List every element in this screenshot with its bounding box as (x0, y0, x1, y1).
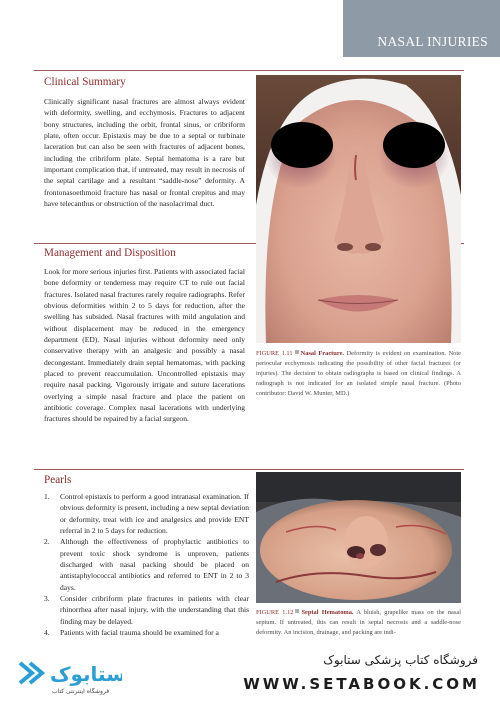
svg-text:ستابوک: ستابوک (50, 662, 122, 686)
management-heading: Management and Disposition (44, 247, 176, 259)
pearl-item: 2. Although the effectiveness of prophylactic antibiotics to prevent toxic shock syndrome is unproven, patients discharged with nasal packing should be placed on antistaphylococcal antibiotics and referred to ENT in 2 to 3 days. (44, 537, 249, 592)
pearl-item: 4. Patients with facial trauma should be examined for a (44, 628, 219, 638)
chapter-header-bar (343, 0, 500, 57)
svg-text:فروشگاه اینترنتی کتاب: فروشگاه اینترنتی کتاب (52, 688, 110, 695)
septal-hematoma-photo (256, 472, 461, 603)
management-text: Look for more serious injuries first. Patients with associated facial bone deformity or tenderness may require CT to rule out facial fractures. Isolated nasal fractures rarely require radiographs. Refer obvious deformities within 2 to 5 days for reduction, after the swelling has subsided. Nasal fractures with mild angulation and without displacement may be reduced in the emergency department (ED). Nasal injuries without deformity need only conservative therapy with an analgesic and possibly a nasal decongestant. Immediately drain septal hematomas, with packing placed to prevent reaccumulation. Uncontrolled epistaxis may require nasal packing. Vigorously irrigate and suture lacerations overlying a simple nasal fracture and place the patient on antibiotic coverage. Complex nasal lacerations with underlying fractures should be repaired by a facial surgeon. (44, 267, 245, 424)
setabook-footer (0, 643, 500, 700)
pearls-heading: Pearls (44, 474, 72, 486)
setabook-store-name: فروشگاه کتاب پزشکی ستابوک (323, 653, 478, 667)
figure-1-12-caption: FIGURE 1.12 Septal Hematoma. A bluish, grapelike mass on the nasal septum. If untreated, this can result in septal necrosis and a saddle-nose deformity. An incision, drainage, and packing are indi- (256, 609, 461, 636)
pearl-item: 1. Control epistaxis to perform a good intranasal examination. If obvious deformity is present, including a new septal deviation or deformity, treat with ice and analgesics and provide ENT referral in 2 to 5 days for reduction. (44, 492, 249, 536)
nasal-fracture-photo (256, 75, 461, 343)
setabook-url[interactable]: WWW.SETABOOK.COM (243, 675, 480, 693)
clinical-summary-text: Clinically significant nasal fractures are almost always evident with deformity, swelling, and ecchymosis. Fractures to adjacent bony structures, including the orbit, frontal sinus, or cribriform plate, often occur. Epistaxis may be due to a septal or turbinate laceration but can also be seen with fractures of adjacent bones, including the cribriform plate. Septal hematoma is a rare but important complication that, if untreated, may result in necrosis of the septal cartilage and a resultant “saddle-nose” deformity. A frontonasoethmoid fracture has nasal or frontal crepitus and may have telecanthus or obstruction of the nasolacrimal duct. (44, 97, 245, 209)
clinical-summary-heading: Clinical Summary (44, 76, 126, 88)
pearls-list (44, 491, 249, 638)
figure-1-11-caption: FIGURE 1.11 Nasal Fracture. Deformity is evident on examination. Note periocular ecchymosis indicating the possibility of other facial fractures (or injuries). The decision to obtain radiographs is based on clinical findings. A radiograph is not indicated for an isolated simple nasal fracture. (Photo contributor: David W. Munter, MD.) (256, 350, 461, 397)
section-rule-pearls (34, 469, 464, 470)
section-rule-top (34, 70, 464, 71)
setabook-logo (12, 649, 122, 697)
chapter-title: NASAL INJURIES (377, 34, 488, 49)
pearl-item: 3. Consider cribriform plate fractures in patients with clear rhinorrhea after nasal injury, with the understanding that this finding may be delayed. (44, 594, 249, 626)
